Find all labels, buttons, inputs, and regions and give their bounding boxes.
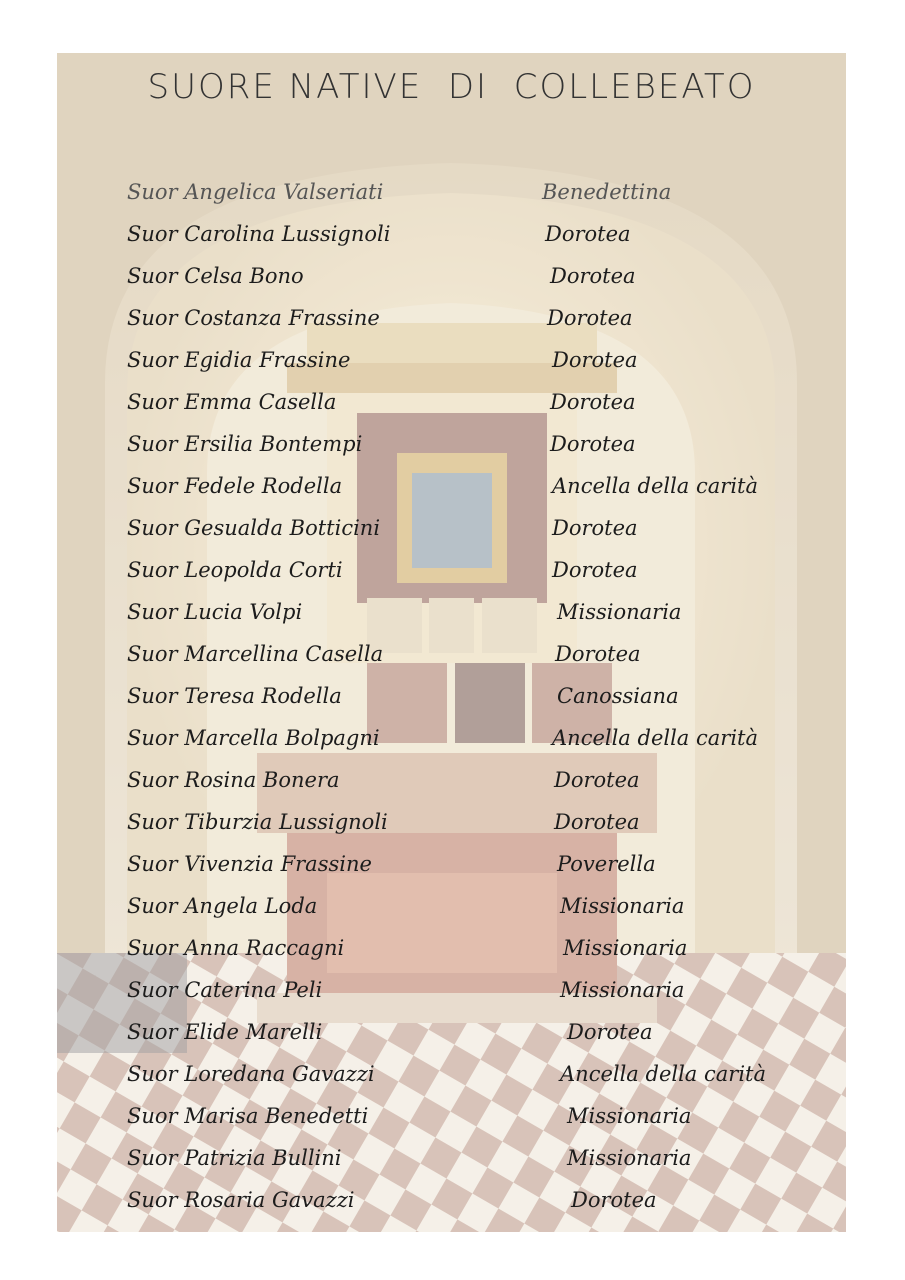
sister-order: Dorotea: [554, 768, 640, 792]
sister-name: Suor Rosaria Gavazzi: [127, 1188, 355, 1212]
sister-name: Suor Rosina Bonera: [127, 768, 340, 792]
list-item: [57, 219, 846, 249]
list-item: [57, 1017, 846, 1047]
sister-name: Suor Leopolda Corti: [127, 558, 343, 582]
sister-name: Suor Costanza Frassine: [127, 306, 380, 330]
sister-order: Missionaria: [560, 894, 685, 918]
list-item: [57, 891, 846, 921]
page-title: SUORE NATIVE DI COLLEBEATO: [147, 67, 756, 107]
sister-name: Suor Marcella Bolpagni: [127, 726, 380, 750]
list-item: [57, 261, 846, 291]
list-item: [57, 1143, 846, 1173]
list-item: [57, 765, 846, 795]
list-item: [57, 555, 846, 585]
sister-order: Missionaria: [563, 936, 688, 960]
list-item: [57, 303, 846, 333]
sister-name: Suor Angela Loda: [127, 894, 318, 918]
sister-order: Missionaria: [567, 1146, 692, 1170]
sister-order: Dorotea: [545, 222, 631, 246]
sister-order: Missionaria: [557, 600, 682, 624]
sister-name: Suor Patrizia Bullini: [127, 1146, 342, 1170]
sister-order: Missionaria: [567, 1104, 692, 1128]
sister-order: Ancella della carità: [552, 474, 759, 498]
list-item: [57, 849, 846, 879]
poster: [57, 53, 846, 1232]
sister-order: Dorotea: [547, 306, 633, 330]
list-item: [57, 471, 846, 501]
sister-order: Dorotea: [550, 432, 636, 456]
sister-name: Suor Elide Marelli: [127, 1020, 323, 1044]
sister-order: Dorotea: [555, 642, 641, 666]
list-item: [57, 975, 846, 1005]
list-item: [57, 177, 846, 207]
sister-name: Suor Caterina Peli: [127, 978, 323, 1002]
sister-order: Dorotea: [567, 1020, 653, 1044]
sister-name: Suor Vivenzia Frassine: [127, 852, 372, 876]
list-item: [57, 723, 846, 753]
sisters-list: [57, 53, 846, 1232]
sister-name: Suor Fedele Rodella: [127, 474, 343, 498]
list-item: [57, 1185, 846, 1215]
sister-order: Dorotea: [554, 810, 640, 834]
sister-order: Poverella: [557, 852, 656, 876]
sister-name: Suor Loredana Gavazzi: [127, 1062, 375, 1086]
list-item: [57, 639, 846, 669]
sister-name: Suor Angelica Valseriati: [127, 180, 384, 204]
sister-name: Suor Egidia Frassine: [127, 348, 351, 372]
list-item: [57, 597, 846, 627]
list-item: [57, 807, 846, 837]
sister-name: Suor Tiburzia Lussignoli: [127, 810, 388, 834]
list-item: [57, 933, 846, 963]
list-item: [57, 429, 846, 459]
sister-order: Ancella della carità: [552, 726, 759, 750]
list-item: [57, 513, 846, 543]
sister-order: Dorotea: [552, 348, 638, 372]
list-item: [57, 1101, 846, 1131]
sister-order: Dorotea: [552, 558, 638, 582]
list-item: [57, 1059, 846, 1089]
sister-name: Suor Anna Raccagni: [127, 936, 345, 960]
sister-order: Dorotea: [550, 264, 636, 288]
sister-name: Suor Carolina Lussignoli: [127, 222, 391, 246]
sister-name: Suor Gesualda Botticini: [127, 516, 381, 540]
sister-name: Suor Emma Casella: [127, 390, 337, 414]
sister-order: Dorotea: [552, 516, 638, 540]
list-item: [57, 681, 846, 711]
sister-name: Suor Ersilia Bontempi: [127, 432, 363, 456]
sister-name: Suor Teresa Rodella: [127, 684, 342, 708]
sister-name: Suor Celsa Bono: [127, 264, 304, 288]
sister-order: Missionaria: [560, 978, 685, 1002]
sister-order: Dorotea: [550, 390, 636, 414]
sister-order: Benedettina: [542, 180, 672, 204]
sister-name: Suor Marcellina Casella: [127, 642, 384, 666]
list-item: [57, 387, 846, 417]
sister-order: Ancella della carità: [560, 1062, 767, 1086]
sister-name: Suor Marisa Benedetti: [127, 1104, 369, 1128]
list-item: [57, 345, 846, 375]
sister-order: Dorotea: [571, 1188, 657, 1212]
sister-order: Canossiana: [557, 684, 679, 708]
sister-name: Suor Lucia Volpi: [127, 600, 303, 624]
